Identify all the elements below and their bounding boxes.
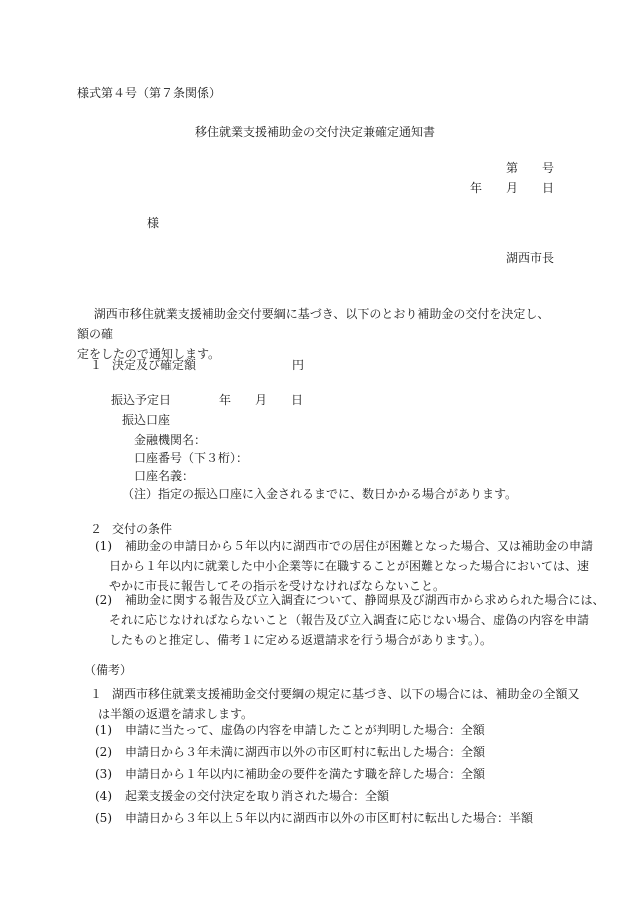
condition-line: 日から１年以内に就業した中小企業等に在職することが困難となった場合においては、速: [109, 559, 590, 573]
remarks-item1: [90, 684, 580, 724]
condition-line: やかに市長に報告してその指示を受けなければならないこと。: [109, 579, 446, 593]
condition-number: (1): [95, 539, 112, 553]
transfer-note: （注）指定の振込口座に入金されるまでに、数日かかる場合があります。: [122, 487, 518, 501]
document-title: 移住就業支援補助金の交付決定兼確定通知書: [194, 125, 435, 139]
form-number: 様式第４号（第７条関係）: [77, 86, 222, 100]
intro-paragraph: [77, 304, 557, 364]
recipient-honorific: 様: [147, 216, 160, 230]
section2-label: 交付の条件: [112, 522, 173, 536]
condition-text: 補助金の申請日から５年以内に湖西市での居住が困難となった場合、又は補助金の申請: [125, 539, 594, 553]
remarks-subitem: [95, 790, 389, 802]
condition-item: [95, 536, 594, 596]
remarks-subitem-number: (1): [95, 723, 112, 737]
intro-line: 定をしたので通知します。: [77, 347, 221, 361]
remarks-text: 湖西市移住就業支援補助金交付要綱の規定に基づき、以下の場合には、補助金の全額又: [112, 687, 580, 701]
remarks-subitem-number: (2): [95, 745, 112, 759]
remarks-subitem-text: 申請日から３年未満に湖西市以外の市区町村に転出した場合：全額: [125, 745, 486, 759]
issuer-name: 湖西市長: [505, 251, 554, 265]
section2-heading: [90, 523, 172, 535]
remarks-subitem-text: 申請に当たって、虚偽の内容を申請したことが判明した場合：全額: [125, 723, 485, 737]
remarks-subitem-text: 起業支援金の交付決定を取り消された場合：全額: [125, 789, 390, 803]
intro-line: 湖西市移住就業支援補助金交付要綱に基づき、以下のとおり補助金の交付を決定し、額の確: [77, 307, 550, 341]
document-date: 年 月 日: [469, 181, 554, 195]
condition-item: [95, 590, 605, 650]
remarks-subitem: [95, 724, 485, 736]
remarks-line: [90, 684, 580, 704]
account-holder-field: 口座名義：: [134, 469, 195, 483]
document-number: 第 号: [505, 161, 554, 175]
remarks-line: は半額の返還を請求します。: [98, 707, 254, 721]
remarks-subitem: [95, 746, 485, 758]
remarks-item1-number: １: [90, 687, 103, 701]
remarks-subitem-number: (4): [95, 789, 112, 803]
section1-number: １: [90, 358, 103, 372]
remarks-subitem: [95, 768, 485, 780]
section2-number: ２: [90, 522, 103, 536]
section1-heading: [90, 359, 196, 371]
condition-line: したものと推定し、備考１に定める返還請求を行う場合があります。）。: [109, 633, 493, 647]
transfer-date: 振込予定日 年 月 日: [111, 393, 304, 407]
bank-name-field: 金融機関名：: [134, 433, 207, 447]
account-heading: 振込口座: [122, 413, 171, 427]
remarks-subitem-text: 申請日から３年以上５年以内に湖西市以外の市区町村に転出した場合：半額: [125, 811, 534, 825]
section1-label: 決定及び確定額: [112, 358, 197, 372]
remarks-subitem-number: (3): [95, 767, 112, 781]
condition-line: [95, 590, 605, 610]
condition-number: (2): [95, 593, 112, 607]
remarks-subitem-number: (5): [95, 811, 112, 825]
remarks-subitem: [95, 812, 533, 824]
condition-line: [95, 536, 594, 556]
condition-text: 補助金に関する報告及び立入調査について、静岡県及び湖西市から求められた場合には、: [125, 593, 605, 607]
account-number-field: 口座番号（下３桁）：: [134, 451, 249, 465]
remarks-subitem-text: 申請日から１年以内に補助金の要件を満たす職を辞した場合：全額: [125, 767, 486, 781]
remarks-heading: （備考）: [84, 663, 133, 677]
condition-line: それに応じなければならないこと（報告及び立入調査に応じない場合、虚偽の内容を申請: [109, 613, 590, 627]
amount-unit: 円: [292, 358, 305, 372]
